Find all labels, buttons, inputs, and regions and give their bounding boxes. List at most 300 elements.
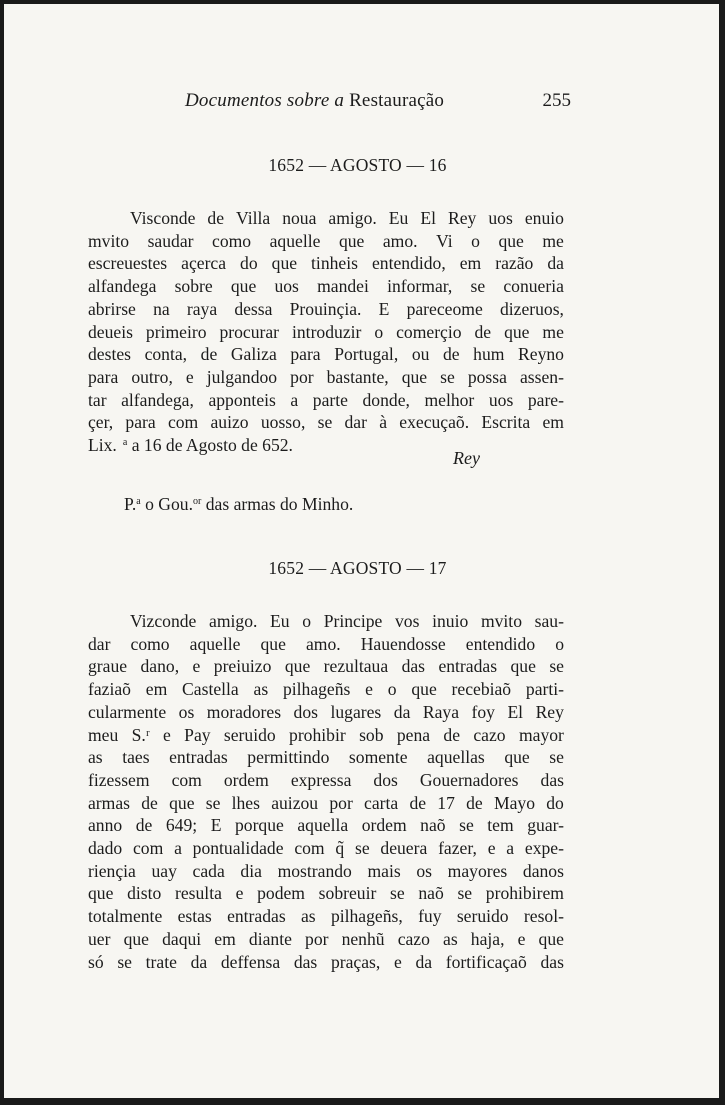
word: Villa <box>236 208 271 228</box>
word: El <box>420 208 436 228</box>
text-line <box>88 678 564 701</box>
word: tem <box>487 815 514 836</box>
word: açerca <box>181 253 227 274</box>
word: da <box>190 951 208 972</box>
word: S.ʳ <box>131 724 150 745</box>
word: meu <box>88 724 119 745</box>
word: de <box>466 792 483 813</box>
word: da <box>393 701 411 722</box>
word: de <box>207 208 225 228</box>
word: vos <box>395 611 420 631</box>
word: entradas <box>169 747 228 768</box>
word: conta, <box>144 344 188 365</box>
word: o <box>302 611 312 631</box>
word: o <box>374 321 384 342</box>
word: em <box>459 253 482 274</box>
document-page <box>4 4 719 1098</box>
word: uos <box>488 389 514 410</box>
word: a <box>506 838 515 859</box>
word: só <box>88 951 104 972</box>
letter-1-date-heading: 1652 — AGOSTO — 16 <box>268 155 447 175</box>
letter-1-address <box>124 494 353 515</box>
word: como <box>130 633 170 654</box>
word: fizessem <box>88 769 150 790</box>
word: praças, <box>330 951 381 972</box>
word: apponteis <box>208 389 276 410</box>
word: se <box>549 747 564 768</box>
word: de <box>474 321 492 342</box>
word: pena <box>396 724 431 745</box>
word: da <box>547 253 564 274</box>
word: mais <box>367 860 401 881</box>
word: se <box>205 792 221 813</box>
word: melhor <box>424 389 475 410</box>
word: pare- <box>527 389 564 410</box>
word: com <box>171 769 202 790</box>
date-text: a 16 de Agosto de 652. <box>127 435 293 456</box>
word: Portugal, <box>334 344 399 365</box>
word: preiuizo <box>213 656 272 677</box>
word: da <box>415 951 433 972</box>
text-line <box>88 275 564 298</box>
word: dar <box>344 412 367 433</box>
word: graue <box>88 656 128 677</box>
word: e <box>235 883 244 904</box>
word: a <box>290 389 299 410</box>
word: Raya <box>422 701 460 722</box>
word: deuera <box>380 838 428 859</box>
word: se <box>459 815 474 836</box>
word: se <box>117 951 132 972</box>
running-title-italic: Documentos sobre a <box>185 90 345 111</box>
word: totalmente <box>88 906 163 927</box>
word: raya <box>186 298 218 319</box>
word: aquella <box>297 815 349 836</box>
word: permittindo <box>247 747 330 768</box>
text-line <box>88 792 564 815</box>
word: procurar <box>219 321 280 342</box>
word: dado <box>88 838 123 859</box>
word: se <box>440 366 455 387</box>
word: uay <box>151 860 177 881</box>
word: que <box>504 321 530 342</box>
word: me <box>542 230 564 251</box>
word: se <box>457 883 473 904</box>
word: ou <box>411 344 430 365</box>
word: guar- <box>527 815 564 836</box>
word: taes <box>122 747 150 768</box>
word: mandei <box>317 276 369 297</box>
word: Eu <box>388 208 409 228</box>
text-line <box>88 860 564 883</box>
word: dano, <box>140 656 180 677</box>
word: introduzir <box>292 321 362 342</box>
word: que <box>284 656 311 677</box>
word: 649; <box>165 815 198 836</box>
word: para <box>290 344 321 365</box>
word: em <box>214 928 236 949</box>
word: amigo. <box>328 208 377 228</box>
word: cularmente <box>88 701 167 722</box>
word: tinheis <box>311 253 358 274</box>
word: Vi <box>436 230 453 251</box>
word: me <box>542 321 564 342</box>
word: Pay <box>184 724 211 745</box>
word: faziaõ <box>88 679 131 700</box>
word: cazo <box>397 928 430 949</box>
word: sobre <box>174 276 213 297</box>
signature-rey: Rey <box>453 448 480 468</box>
word: mvito <box>480 611 522 631</box>
word: de <box>200 344 218 365</box>
text-line <box>88 610 564 633</box>
word: mayor <box>518 724 564 745</box>
word: escreuestes <box>88 253 168 274</box>
word: as <box>253 679 269 700</box>
word: fortificaçaõ <box>445 951 527 972</box>
word: disto <box>127 883 162 904</box>
word: fazer, <box>438 838 477 859</box>
word: que <box>504 747 530 768</box>
word: pareceome <box>406 298 483 319</box>
word: uos <box>274 276 299 297</box>
word: alfandega <box>88 276 157 297</box>
word: seruido <box>456 906 509 927</box>
word: comerçio <box>396 321 462 342</box>
word: El <box>507 701 524 722</box>
word: possa <box>467 366 507 387</box>
running-title-roman: Restauração <box>349 90 445 111</box>
word: mayores <box>447 860 508 881</box>
word: bastante, <box>326 366 389 387</box>
word: que <box>123 928 149 949</box>
text-line <box>88 814 564 837</box>
word: Visconde <box>130 208 196 228</box>
word: assen- <box>519 366 564 387</box>
text-line <box>88 701 564 724</box>
word: o <box>555 633 564 654</box>
word: execuçaõ. <box>399 412 470 433</box>
word: resulta <box>175 883 222 904</box>
word: sobreuir <box>318 883 377 904</box>
word: Vizconde <box>130 611 197 631</box>
word: lhes <box>231 792 260 813</box>
word: fuy <box>418 906 442 927</box>
word: E <box>378 298 390 319</box>
word: primeiro <box>145 321 207 342</box>
word: que <box>538 928 564 949</box>
word: de <box>442 344 460 365</box>
word: julgandoo <box>206 366 278 387</box>
text-line <box>88 411 564 434</box>
word: ordem <box>223 769 269 790</box>
word: ordem <box>361 815 407 836</box>
word: por <box>305 928 329 949</box>
word: com <box>132 838 164 859</box>
text-line <box>88 633 564 656</box>
word: a <box>174 838 182 859</box>
word: de <box>409 792 427 813</box>
word: com <box>167 412 199 433</box>
word: amigo. <box>209 611 258 631</box>
word: Mayo <box>493 792 536 813</box>
word: Rey <box>448 208 477 228</box>
text-line <box>88 951 564 974</box>
word: auizo <box>210 412 249 433</box>
word: Galiza <box>230 344 277 365</box>
word: expe- <box>524 838 564 859</box>
word: lugares <box>330 701 382 722</box>
word: e <box>517 928 526 949</box>
word: danos <box>522 860 564 881</box>
running-title <box>185 90 444 111</box>
superscript: a <box>136 496 141 507</box>
word: Gouernadores <box>419 769 519 790</box>
word: mvito <box>88 230 130 251</box>
word: com <box>294 838 325 859</box>
word: dizeruos, <box>499 298 564 319</box>
text-line <box>88 724 564 747</box>
text-line <box>88 655 564 678</box>
word: aquelle <box>189 633 241 654</box>
word: riençia <box>88 860 136 881</box>
address-rest: das armas do Minho. <box>201 494 354 514</box>
word: auizou <box>271 792 319 813</box>
word: prohibirem <box>485 883 564 904</box>
word: Eu <box>270 611 290 631</box>
word: mostrando <box>277 860 352 881</box>
word: e <box>185 366 194 387</box>
superscript: a <box>122 437 128 449</box>
word: as <box>88 747 103 768</box>
word: e <box>487 838 496 859</box>
word: as <box>443 928 458 949</box>
word: cada <box>192 860 225 881</box>
word: sau- <box>534 611 564 631</box>
word: diante <box>248 928 292 949</box>
word: q̃ <box>335 838 345 859</box>
word: das <box>540 951 564 972</box>
word: para <box>125 412 156 433</box>
word: cazo <box>473 724 506 745</box>
word: como <box>212 230 252 251</box>
word: entradas <box>227 906 286 927</box>
word: deffensa <box>220 951 281 972</box>
letter-2-body <box>88 610 564 973</box>
word: nenhũ <box>341 928 385 949</box>
word: estas <box>177 906 212 927</box>
word: o <box>471 230 480 251</box>
word: anno <box>88 815 123 836</box>
word: entendido, <box>371 253 446 274</box>
word: saudar <box>147 230 194 251</box>
word: de <box>443 724 461 745</box>
word: conueria <box>503 276 564 297</box>
word: naõ <box>418 883 444 904</box>
word: de <box>141 792 158 813</box>
word: os <box>416 860 433 881</box>
word: o <box>387 679 397 700</box>
text-line <box>88 321 564 344</box>
word: dos <box>373 769 398 790</box>
text-line <box>88 343 564 366</box>
letter-1-body <box>88 207 564 457</box>
text-line <box>88 230 564 253</box>
word: porque <box>234 815 284 836</box>
word: aquellas <box>427 747 485 768</box>
word: podem <box>257 883 305 904</box>
word: e <box>192 656 201 677</box>
word: as <box>300 906 316 927</box>
word: tar <box>88 389 107 410</box>
word: do <box>240 253 258 274</box>
word: entradas <box>438 656 498 677</box>
word: çer, <box>88 412 114 433</box>
word: destes <box>88 344 131 365</box>
word: prohibir <box>289 724 346 745</box>
word: amo. <box>382 230 418 251</box>
word: hum <box>473 344 505 365</box>
date-place: Lix. <box>88 435 117 456</box>
word: entendido <box>465 633 536 654</box>
word: trate <box>145 951 177 972</box>
word: daqui <box>162 928 202 949</box>
superscript: or <box>192 496 202 507</box>
word: foy <box>471 701 495 722</box>
word: por <box>290 366 314 387</box>
word: os <box>178 701 195 722</box>
text-line-last <box>88 434 564 457</box>
word: Prouinçia. <box>289 298 362 319</box>
word: outro, <box>131 366 173 387</box>
word: uos <box>488 208 513 228</box>
word: recebiaõ <box>451 679 512 700</box>
word: que <box>338 230 365 251</box>
word: naõ <box>420 815 446 836</box>
word: que <box>271 253 298 274</box>
text-line <box>88 207 564 230</box>
word: à <box>379 412 388 433</box>
word: pilhageñs <box>282 679 351 700</box>
word: que <box>498 230 524 251</box>
word: pilhageñs, <box>330 906 403 927</box>
word: e <box>163 724 171 745</box>
word: das <box>540 769 564 790</box>
word: carta <box>364 792 399 813</box>
word: das <box>401 656 426 677</box>
word: que <box>510 656 536 677</box>
word: se <box>390 883 405 904</box>
word: parti- <box>525 679 564 700</box>
word: donde, <box>362 389 410 410</box>
word: uer <box>88 928 111 949</box>
word: noua <box>282 208 317 228</box>
word: do <box>546 792 564 813</box>
word: alfandega, <box>121 389 194 410</box>
text-line <box>88 837 564 860</box>
word: que <box>88 883 114 904</box>
word: dessa <box>234 298 273 319</box>
word: e <box>365 679 373 700</box>
word: parte <box>312 389 348 410</box>
word: dia <box>240 860 262 881</box>
text-line <box>88 366 564 389</box>
word: sob <box>359 724 384 745</box>
word: na <box>153 298 170 319</box>
word: para <box>88 366 119 387</box>
word: em <box>145 679 168 700</box>
word: Rey <box>535 701 564 722</box>
address-gov: o Gou. <box>140 494 193 514</box>
word: informar, <box>387 276 453 297</box>
word: pontualidade <box>192 838 284 859</box>
text-line <box>88 252 564 275</box>
text-line <box>88 905 564 928</box>
word: de <box>135 815 153 836</box>
word: rezultaua <box>323 656 389 677</box>
word: armas <box>88 792 131 813</box>
word: Reyno <box>518 344 564 365</box>
word: Escrita <box>481 412 531 433</box>
word: E <box>210 815 222 836</box>
word: abrirse <box>88 298 136 319</box>
word: se <box>470 276 486 297</box>
text-line <box>88 769 564 792</box>
word: se <box>354 838 370 859</box>
text-line <box>88 746 564 769</box>
word: se <box>549 656 564 677</box>
text-line <box>88 928 564 951</box>
word: amo. <box>305 633 341 654</box>
word: que <box>411 679 437 700</box>
text-line <box>88 389 564 412</box>
word: que <box>169 792 195 813</box>
word: enuio <box>524 208 564 228</box>
running-header <box>185 90 571 112</box>
word: deueis <box>88 321 133 342</box>
word: se <box>317 412 333 433</box>
word: inuio <box>432 611 469 631</box>
text-line <box>88 882 564 905</box>
word: haja, <box>470 928 505 949</box>
word: aquelle <box>269 230 321 251</box>
word: que <box>401 366 428 387</box>
word: razão <box>495 253 534 274</box>
word: e <box>393 951 402 972</box>
text-line <box>88 298 564 321</box>
word: moradores <box>206 701 282 722</box>
word: Hauendosse <box>360 633 446 654</box>
word: que <box>230 276 257 297</box>
word: somente <box>348 747 408 768</box>
word: seruido <box>223 724 276 745</box>
word: 17 <box>437 792 455 813</box>
word: Principe <box>323 611 383 631</box>
word: Castella <box>182 679 239 700</box>
word: que <box>260 633 286 654</box>
address-p: P. <box>124 494 137 514</box>
word: resol- <box>523 906 564 927</box>
word: dos <box>293 701 318 722</box>
word: dar <box>88 633 111 654</box>
word: em <box>542 412 564 433</box>
word: das <box>293 951 318 972</box>
word: expressa <box>290 769 352 790</box>
letter-2-date-heading: 1652 — AGOSTO — 17 <box>268 558 447 578</box>
page-number: 255 <box>542 90 571 111</box>
word: por <box>329 792 353 813</box>
word: uosso, <box>260 412 306 433</box>
